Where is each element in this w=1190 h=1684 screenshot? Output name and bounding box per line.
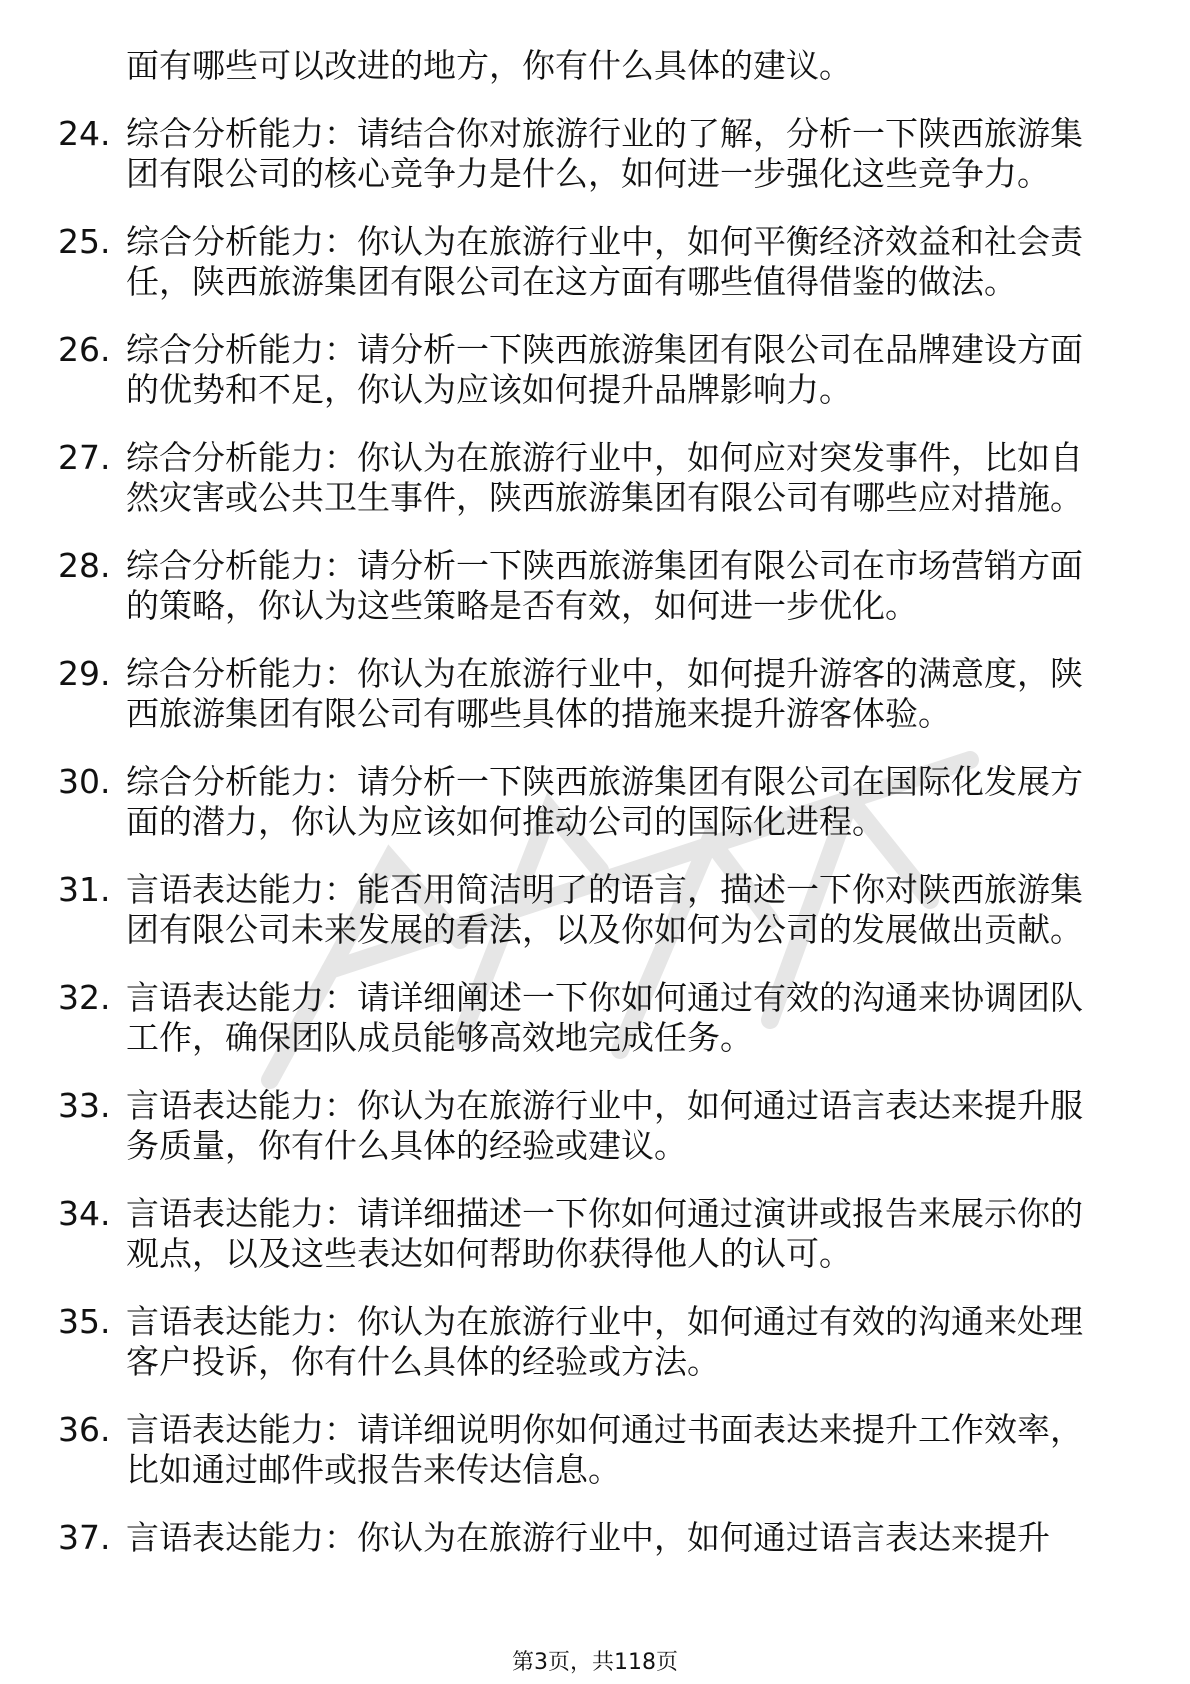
item-number: 27. [58,438,111,477]
item-text: 言语表达能力：你认为在旅游行业中，如何通过有效的沟通来处理客户投诉，你有什么具体的经验或方法。 [126,1302,1083,1381]
item-text: 综合分析能力：请分析一下陕西旅游集团有限公司在国际化发展方面的潜力，你认为应该如何推动公司的国际化进程。 [126,762,1083,841]
page-number-footer: 第3页，共118页 [512,1650,678,1675]
list-item [58,222,1118,302]
item-text: 言语表达能力：能否用简洁明了的语言，描述一下你对陕西旅游集团有限公司未来发展的看法，以及你如何为公司的发展做出贡献。 [126,870,1083,949]
continued-text: 面有哪些可以改进的地方，你有什么具体的建议。 [126,46,852,85]
list-item [58,438,1118,518]
item-number: 30. [58,762,111,801]
list-item [58,114,1118,194]
item-number: 37. [58,1518,111,1557]
item-number: 31. [58,870,111,909]
item-text: 言语表达能力：请详细描述一下你如何通过演讲或报告来展示你的观点，以及这些表达如何帮助你获得他人的认可。 [126,1194,1083,1273]
item-number: 36. [58,1410,111,1449]
item-number: 35. [58,1302,111,1341]
item-number: 29. [58,654,111,693]
list-item [58,1302,1118,1382]
list-item [58,1086,1118,1166]
item-number: 34. [58,1194,111,1233]
list-item [58,546,1118,626]
list-item [58,1194,1118,1274]
item-number: 25. [58,222,111,261]
item-text: 言语表达能力：请详细说明你如何通过书面表达来提升工作效率，比如通过邮件或报告来传达信息。 [126,1410,1083,1489]
item-text: 言语表达能力：你认为在旅游行业中，如何通过语言表达来提升 [126,1518,1050,1557]
list-item [58,762,1118,842]
item-text: 综合分析能力：你认为在旅游行业中，如何提升游客的满意度，陕西旅游集团有限公司有哪些具体的措施来提升游客体验。 [126,654,1083,733]
list-item [58,1518,1118,1558]
item-number: 24. [58,114,111,153]
list-item [58,978,1118,1058]
item-number: 32. [58,978,111,1017]
list-item [58,1410,1118,1490]
item-text: 综合分析能力：请分析一下陕西旅游集团有限公司在市场营销方面的策略，你认为这些策略是否有效，如何进一步优化。 [126,546,1083,625]
item-text: 综合分析能力：你认为在旅游行业中，如何平衡经济效益和社会责任，陕西旅游集团有限公司在这方面有哪些值得借鉴的做法。 [126,222,1083,301]
item-text: 言语表达能力：请详细阐述一下你如何通过有效的沟通来协调团队工作，确保团队成员能够高效地完成任务。 [126,978,1083,1057]
item-text: 综合分析能力：请结合你对旅游行业的了解，分析一下陕西旅游集团有限公司的核心竞争力是什么，如何进一步强化这些竞争力。 [126,114,1083,193]
item-number: 33. [58,1086,111,1125]
item-number: 26. [58,330,111,369]
item-number: 28. [58,546,111,585]
question-list [58,46,1118,1558]
item-text: 综合分析能力：请分析一下陕西旅游集团有限公司在品牌建设方面的优势和不足，你认为应该如何提升品牌影响力。 [126,330,1083,409]
list-item [58,654,1118,734]
item-text: 言语表达能力：你认为在旅游行业中，如何通过语言表达来提升服务质量，你有什么具体的经验或建议。 [126,1086,1083,1165]
list-item [58,330,1118,410]
item-text: 综合分析能力：你认为在旅游行业中，如何应对突发事件，比如自然灾害或公共卫生事件，陕西旅游集团有限公司有哪些应对措施。 [126,438,1083,517]
list-item [58,870,1118,950]
